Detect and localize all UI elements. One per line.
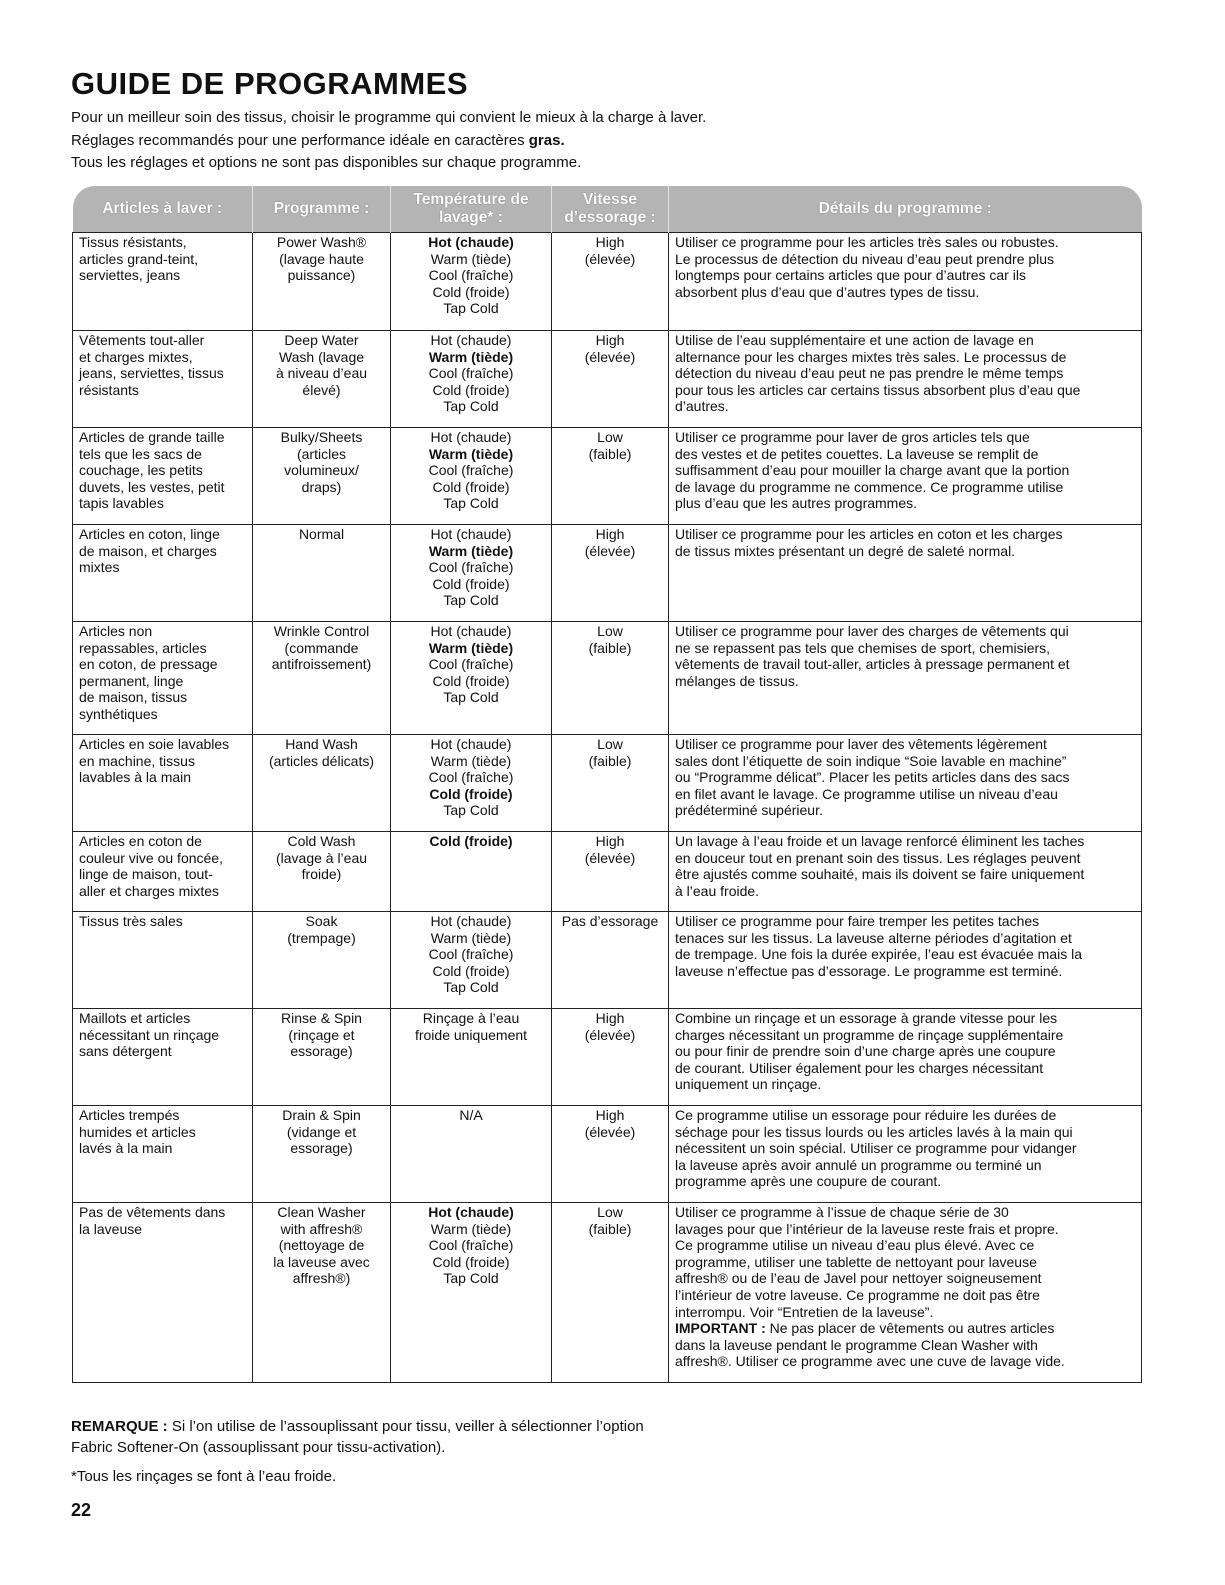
articles-line: articles grand-teint, xyxy=(79,250,199,267)
cell-details xyxy=(669,735,1142,832)
header-vitesse: Vitesse d’essorage : xyxy=(552,186,669,233)
details-line: séchage pour les tissus lourds ou les articles lavés à la main qui xyxy=(675,1123,1073,1140)
remark-line-2: Fabric Softener-On (assouplissant pour tissu-activation). xyxy=(71,1439,446,1456)
programme-line: volumineux/ xyxy=(284,462,359,479)
table-row xyxy=(73,912,1142,1009)
table-row xyxy=(73,622,1142,735)
cell-vitesse xyxy=(552,735,669,832)
details-line: à l’eau froide. xyxy=(675,882,760,899)
vitesse-line: (élevée) xyxy=(584,1123,636,1140)
cell-details xyxy=(669,912,1142,1009)
articles-line: nécessitant un rinçage xyxy=(79,1026,220,1043)
intro-line-2 xyxy=(71,130,1161,153)
cell-details xyxy=(669,428,1142,525)
programme-line: (commande xyxy=(284,639,359,656)
vitesse-line: High xyxy=(595,332,625,348)
programme-line: essorage) xyxy=(290,1043,353,1060)
temperature-line: Warm (tiède) xyxy=(428,639,514,656)
programme-line: (articles xyxy=(296,445,346,462)
temperature-line: Hot (chaude) xyxy=(430,913,512,929)
temperature-line: Cold (froide) xyxy=(432,962,510,979)
programme-line: Deep Water xyxy=(284,332,359,348)
cell-vitesse xyxy=(552,1203,669,1383)
details-line: alternance pour les charges mixtes très sales. Le processus de xyxy=(675,348,1067,365)
cell-articles xyxy=(73,832,253,912)
vitesse-line: (faible) xyxy=(588,445,632,462)
vitesse-line: (élevée) xyxy=(584,348,636,365)
cell-temperature xyxy=(391,735,552,832)
header-programme: Programme : xyxy=(253,186,391,233)
details-line: Utiliser ce programme pour faire tremper les petites taches xyxy=(675,913,1040,929)
details-line: affresh®. Utiliser ce programme avec une cuve de lavage vide. xyxy=(675,1353,1065,1370)
cell-vitesse xyxy=(552,233,669,331)
details-line: la laveuse après avoir annulé un programme ou terminé un xyxy=(675,1156,1042,1173)
articles-line: jeans, serviettes, tissus xyxy=(79,365,224,382)
vitesse-line: (élevée) xyxy=(584,1026,636,1043)
articles-line: tapis lavables xyxy=(79,495,164,512)
details-line: Utilise de l’eau supplémentaire et une action de lavage en xyxy=(675,332,1034,348)
articles-line: mixtes xyxy=(79,559,120,576)
temperature-line: Warm (tiède) xyxy=(428,542,514,559)
articles-line: Articles en coton de xyxy=(79,833,202,849)
temperature-line: Warm (tiède) xyxy=(428,348,514,365)
programme-line: (lavage à l’eau xyxy=(275,849,368,866)
cell-articles xyxy=(73,428,253,525)
temperature-line: Cold (froide) xyxy=(432,283,510,300)
cell-temperature xyxy=(391,233,552,331)
temperature-line: Hot (chaude) xyxy=(430,623,512,639)
details-line: nécessitent un soin spécial. Utiliser ce programme pour vidanger xyxy=(675,1140,1077,1157)
details-line: de courant. Utiliser également pour les charges nécessitant xyxy=(675,1059,1044,1076)
cell-vitesse xyxy=(552,331,669,428)
page-title: GUIDE DE PROGRAMMES xyxy=(71,66,469,101)
cell-programme xyxy=(253,331,391,428)
vitesse-line: (faible) xyxy=(588,639,632,656)
cell-articles xyxy=(73,1106,253,1203)
articles-line: tels que les sacs de xyxy=(79,445,202,462)
articles-line: humides et articles xyxy=(79,1123,196,1140)
cell-vitesse xyxy=(552,1009,669,1106)
details-line: ou “Programme délicat”. Placer les petits articles dans des sacs xyxy=(675,769,1070,786)
details-line: charges nécessitant un programme de rinçage supplémentaire xyxy=(675,1026,1064,1043)
programme-line: Drain & Spin xyxy=(282,1107,361,1123)
remark-text: Si l’on utilise de l’assouplissant pour tissu, veiller à sélectionner l’option xyxy=(167,1418,644,1435)
vitesse-line: High xyxy=(595,833,625,849)
programme-line: antifroissement) xyxy=(271,656,372,673)
temperature-line: Warm (tiède) xyxy=(428,445,514,462)
temperature-line: Cold (froide) xyxy=(432,672,510,689)
articles-line: et charges mixtes, xyxy=(79,348,193,365)
table-header-row xyxy=(73,186,1142,233)
temperature-line: froide uniquement xyxy=(414,1026,528,1043)
programme-line: Soak xyxy=(305,913,338,929)
temperature-line: Cool (fraîche) xyxy=(428,365,514,382)
cell-articles xyxy=(73,1009,253,1106)
table-row xyxy=(73,331,1142,428)
cell-temperature xyxy=(391,1203,552,1383)
temperature-line: Warm (tiède) xyxy=(430,250,512,267)
cell-articles xyxy=(73,233,253,331)
temperature-line: Hot (chaude) xyxy=(430,526,512,542)
cell-programme xyxy=(253,233,391,331)
table-row xyxy=(73,428,1142,525)
articles-line: couleur vive ou foncée, xyxy=(79,849,223,866)
articles-line: Articles en soie lavables xyxy=(79,736,230,752)
articles-line: linge de maison, tout- xyxy=(79,866,213,883)
table-row xyxy=(73,1203,1142,1383)
articles-line: Articles non xyxy=(79,623,153,639)
details-line: détection du niveau d’eau peut ne pas prendre le même temps xyxy=(675,365,1064,382)
programme-line: draps) xyxy=(301,478,342,495)
articles-line: lavés à la main xyxy=(79,1140,173,1157)
details-line: programme après une coupure de courant. xyxy=(675,1173,942,1190)
articles-line: de maison, tissus xyxy=(79,689,188,706)
cell-details xyxy=(669,331,1142,428)
details-line: Un lavage à l’eau froide et un lavage renforcé éliminent les taches xyxy=(675,833,1085,849)
details-line: d’autres. xyxy=(675,398,729,415)
program-table xyxy=(72,186,1142,1383)
programme-line: essorage) xyxy=(290,1140,353,1157)
details-line: ou pour finir de prendre soin d’une charge après une coupure xyxy=(675,1043,1056,1060)
details-line: absorbent plus d’eau que d’autres types de tissu. xyxy=(675,283,980,300)
temperature-line: Cold (froide) xyxy=(429,833,513,849)
table-row xyxy=(73,1009,1142,1106)
vitesse-line: Low xyxy=(597,1204,623,1220)
details-line: Utiliser ce programme pour laver des charges de vêtements qui xyxy=(675,623,1069,639)
articles-line: Articles de grande taille xyxy=(79,429,225,445)
cell-temperature xyxy=(391,428,552,525)
details-line: lavages pour que l’intérieur de la laveuse reste frais et propre. xyxy=(675,1220,1059,1237)
cell-vitesse xyxy=(552,912,669,1009)
programme-line: (lavage haute xyxy=(279,250,364,267)
header-temperature: Température de lavage* : xyxy=(391,186,552,233)
details-line: des vestes et de petites couettes. La laveuse se remplit de xyxy=(675,445,1039,462)
cell-details xyxy=(669,1203,1142,1383)
vitesse-line: (élevée) xyxy=(584,250,636,267)
details-bold-label: IMPORTANT : xyxy=(675,1320,766,1337)
articles-line: en machine, tissus xyxy=(79,752,195,769)
vitesse-line: Low xyxy=(597,429,623,445)
cell-programme xyxy=(253,832,391,912)
temperature-line: Cool (fraîche) xyxy=(428,267,514,284)
details-line: sales dont l’étiquette de soin indique “Soie lavable en machine” xyxy=(675,752,1067,769)
details-line: être ajustés comme souhaité, mais ils doivent se faire uniquement xyxy=(675,866,1085,883)
details-line: en douceur tout en prenant soin des tissus. Les réglages peuvent xyxy=(675,849,1081,866)
temperature-line: Cold (froide) xyxy=(432,575,510,592)
details-line: laveuse n’effectue pas d’essorage. Le programme est terminé. xyxy=(675,962,1063,979)
cell-temperature xyxy=(391,525,552,622)
articles-line: en coton, de pressage xyxy=(79,656,218,673)
cell-details xyxy=(669,1009,1142,1106)
temperature-line: Tap Cold xyxy=(443,300,499,317)
temperature-line: Hot (chaude) xyxy=(430,332,512,348)
details-line: Utiliser ce programme à l’issue de chaque série de 30 xyxy=(675,1204,1009,1220)
programme-line: Bulky/Sheets xyxy=(280,429,363,445)
details-line: tenaces sur les tissus. La laveuse alterne périodes d’agitation et xyxy=(675,929,1072,946)
table-row xyxy=(73,832,1142,912)
cell-temperature xyxy=(391,1106,552,1203)
programme-line: élevé) xyxy=(302,381,341,398)
programme-line: Wash (lavage xyxy=(278,348,365,365)
cell-articles xyxy=(73,622,253,735)
cell-details xyxy=(669,525,1142,622)
cell-details xyxy=(669,622,1142,735)
vitesse-line: High xyxy=(595,526,625,542)
temperature-line: Cold (froide) xyxy=(429,785,513,802)
details-line: plus d’eau que les autres programmes. xyxy=(675,495,918,512)
temperature-line: N/A xyxy=(459,1107,483,1123)
vitesse-line: High xyxy=(595,1107,625,1123)
cell-temperature xyxy=(391,912,552,1009)
details-line: affresh® ou de l’eau de Javel pour nettoyer soigneusement xyxy=(675,1270,1042,1287)
cell-programme xyxy=(253,525,391,622)
cell-vitesse xyxy=(552,1106,669,1203)
details-line: de tissus mixtes présentant un degré de saleté normal. xyxy=(675,542,1016,559)
cell-programme xyxy=(253,1106,391,1203)
cell-articles xyxy=(73,331,253,428)
programme-line: la laveuse avec xyxy=(273,1253,370,1270)
temperature-line: Tap Cold xyxy=(443,979,499,996)
header-articles: Articles à laver : xyxy=(73,186,253,233)
articles-line: sans détergent xyxy=(79,1043,172,1060)
cell-vitesse xyxy=(552,428,669,525)
temperature-line: Tap Cold xyxy=(443,802,499,819)
details-line: Utiliser ce programme pour laver des vêtements légèrement xyxy=(675,736,1047,752)
details-line: l’intérieur de votre laveuse. Ce programme ne doit pas être xyxy=(675,1286,1040,1303)
details-line: programme, utiliser une tablette de nettoyant pour laveuse xyxy=(675,1253,1037,1270)
programme-line: Power Wash® xyxy=(276,234,367,250)
articles-line: Tissus résistants, xyxy=(79,234,187,250)
vitesse-line: (faible) xyxy=(588,1220,632,1237)
temperature-line: Tap Cold xyxy=(443,689,499,706)
intro-line-1: Pour un meilleur soin des tissus, choisir le programme qui convient le mieux à la charge à laver. xyxy=(71,109,707,126)
programme-line: Rinse & Spin xyxy=(281,1010,362,1026)
temperature-line: Warm (tiède) xyxy=(430,929,512,946)
articles-line: repassables, articles xyxy=(79,639,207,656)
details-line: mélanges de tissus. xyxy=(675,672,799,689)
cell-programme xyxy=(253,912,391,1009)
articles-line: serviettes, jeans xyxy=(79,267,181,284)
cell-programme xyxy=(253,428,391,525)
intro-line-2-text: Réglages recommandés pour une performance idéale en caractères xyxy=(71,131,529,149)
intro-line-2-bold: gras. xyxy=(528,131,565,149)
intro-line-3: Tous les réglages et options ne sont pas disponibles sur chaque programme. xyxy=(71,154,582,171)
cell-details xyxy=(669,233,1142,331)
temperature-line: Tap Cold xyxy=(443,495,499,512)
vitesse-line: Low xyxy=(597,736,623,752)
programme-line: puissance) xyxy=(287,267,356,284)
table-row xyxy=(73,233,1142,331)
temperature-line: Tap Cold xyxy=(443,592,499,609)
cell-temperature xyxy=(391,1009,552,1106)
temperature-line: Hot (chaude) xyxy=(428,234,514,250)
details-line: uniquement un rinçage. xyxy=(675,1076,822,1093)
header-details: Détails du programme : xyxy=(669,186,1142,233)
programme-line: (articles délicats) xyxy=(268,752,375,769)
remark-line-1 xyxy=(71,1416,1161,1437)
temperature-line: Cold (froide) xyxy=(432,478,510,495)
details-line: Ce programme utilise un essorage pour réduire les durées de xyxy=(675,1107,1057,1123)
temperature-line: Cool (fraîche) xyxy=(428,462,514,479)
details-line: Utiliser ce programme pour les articles en coton et les charges xyxy=(675,526,1063,542)
table-body xyxy=(73,233,1142,1383)
programme-line: (rinçage et xyxy=(288,1026,355,1043)
temperature-line: Cool (fraîche) xyxy=(428,769,514,786)
cell-programme xyxy=(253,622,391,735)
articles-line: Maillots et articles xyxy=(79,1010,191,1026)
details-line: de trempage. Une fois la durée expirée, l’eau est évacuée mais la xyxy=(675,946,1083,963)
temperature-line: Cool (fraîche) xyxy=(428,1237,514,1254)
details-line: Combine un rinçage et un essorage à grande vitesse pour les xyxy=(675,1010,1058,1026)
temperature-line: Cold (froide) xyxy=(432,381,510,398)
programme-line: affresh®) xyxy=(292,1270,351,1287)
temperature-line: Tap Cold xyxy=(443,398,499,415)
details-line: suffisamment d’eau pour mouiller la charge avant que la portion xyxy=(675,462,1070,479)
details-line: vêtements de travail tout-aller, articles à pressage permanent et xyxy=(675,656,1070,673)
programme-line: (trempage) xyxy=(287,929,356,946)
table-row xyxy=(73,525,1142,622)
temperature-line: Warm (tiède) xyxy=(430,752,512,769)
details-line: pour tous les articles car certains tissus absorbent plus d’eau que xyxy=(675,381,1081,398)
programme-line: Wrinkle Control xyxy=(273,623,370,639)
programme-line: Cold Wash xyxy=(287,833,356,849)
cell-articles xyxy=(73,525,253,622)
details-line: interrompu. Voir “Entretien de la laveuse”. xyxy=(675,1303,934,1320)
cell-temperature xyxy=(391,622,552,735)
details-line: longtemps pour certains articles que pour d’autres car ils xyxy=(675,267,1026,284)
vitesse-line: Low xyxy=(597,623,623,639)
vitesse-line: High xyxy=(595,1010,625,1026)
cell-vitesse xyxy=(552,525,669,622)
temperature-line: Cool (fraîche) xyxy=(428,559,514,576)
articles-line: Articles trempés xyxy=(79,1107,180,1123)
articles-line: Tissus très sales xyxy=(79,913,183,929)
details-line xyxy=(675,1320,1135,1337)
intro-text xyxy=(71,107,1161,175)
cell-programme xyxy=(253,1009,391,1106)
cell-articles xyxy=(73,1203,253,1383)
cell-details xyxy=(669,1106,1142,1203)
details-line: de lavage du programme ne commence. Ce programme utilise xyxy=(675,478,1064,495)
cell-details xyxy=(669,832,1142,912)
footer-notes xyxy=(71,1416,1161,1487)
temperature-line: Warm (tiède) xyxy=(430,1220,512,1237)
cell-vitesse xyxy=(552,622,669,735)
temperature-line: Cold (froide) xyxy=(432,1253,510,1270)
cell-programme xyxy=(253,735,391,832)
cell-articles xyxy=(73,735,253,832)
rinse-note: *Tous les rinçages se font à l’eau froide. xyxy=(71,1468,337,1485)
table-row xyxy=(73,735,1142,832)
cell-articles xyxy=(73,912,253,1009)
temperature-line: Hot (chaude) xyxy=(428,1204,514,1220)
programme-line: à niveau d’eau xyxy=(275,365,368,382)
details-line: en filet avant le lavage. Ce programme utilise un niveau d’eau xyxy=(675,785,1058,802)
details-line: Utiliser ce programme pour les articles très sales ou robustes. xyxy=(675,234,1059,250)
details-line: dans la laveuse pendant le programme Clean Washer with xyxy=(675,1336,1038,1353)
articles-line: résistants xyxy=(79,381,139,398)
details-line: Le processus de détection du niveau d’eau peut prendre plus xyxy=(675,250,1055,267)
articles-line: Articles en coton, linge xyxy=(79,526,220,542)
table-row xyxy=(73,1106,1142,1203)
articles-line: la laveuse xyxy=(79,1220,143,1237)
temperature-line: Hot (chaude) xyxy=(430,736,512,752)
cell-temperature xyxy=(391,832,552,912)
temperature-line: Rinçage à l’eau xyxy=(422,1010,520,1026)
articles-line: lavables à la main xyxy=(79,769,192,786)
details-line: ne se repassent pas tels que chemises de sport, chemisiers, xyxy=(675,639,1051,656)
details-text: Ne pas placer de vêtements ou autres articles xyxy=(765,1320,1055,1337)
vitesse-line: (faible) xyxy=(588,752,632,769)
vitesse-line: High xyxy=(595,234,625,250)
articles-line: synthétiques xyxy=(79,705,158,722)
vitesse-line: (élevée) xyxy=(584,849,636,866)
articles-line: Pas de vêtements dans xyxy=(79,1204,226,1220)
articles-line: couchage, les petits xyxy=(79,462,203,479)
programme-line: (vidange et xyxy=(286,1123,357,1140)
vitesse-line: Pas d’essorage xyxy=(561,913,659,929)
remark-label: REMARQUE : xyxy=(71,1418,168,1435)
programme-line: Hand Wash xyxy=(285,736,358,752)
details-line: prédéterminé supérieur. xyxy=(675,802,823,819)
programme-line: Clean Washer xyxy=(277,1204,366,1220)
vitesse-line: (élevée) xyxy=(584,542,636,559)
temperature-line: Tap Cold xyxy=(443,1270,499,1287)
programme-line: froide) xyxy=(301,866,342,883)
programme-line: (nettoyage de xyxy=(278,1237,365,1254)
articles-line: duvets, les vestes, petit xyxy=(79,478,225,495)
details-line: Utiliser ce programme pour laver de gros articles tels que xyxy=(675,429,1030,445)
cell-temperature xyxy=(391,331,552,428)
articles-line: Vêtements tout-aller xyxy=(79,332,205,348)
articles-line: aller et charges mixtes xyxy=(79,882,220,899)
temperature-line: Hot (chaude) xyxy=(430,429,512,445)
details-line: Ce programme utilise un niveau d’eau plus élevé. Avec ce xyxy=(675,1237,1035,1254)
articles-line: de maison, et charges xyxy=(79,542,217,559)
temperature-line: Cool (fraîche) xyxy=(428,946,514,963)
temperature-line: Cool (fraîche) xyxy=(428,656,514,673)
page-number: 22 xyxy=(71,1500,92,1520)
programme-line: with affresh® xyxy=(280,1220,363,1237)
cell-programme xyxy=(253,1203,391,1383)
articles-line: permanent, linge xyxy=(79,672,184,689)
programme-line: Normal xyxy=(298,526,345,542)
cell-vitesse xyxy=(552,832,669,912)
